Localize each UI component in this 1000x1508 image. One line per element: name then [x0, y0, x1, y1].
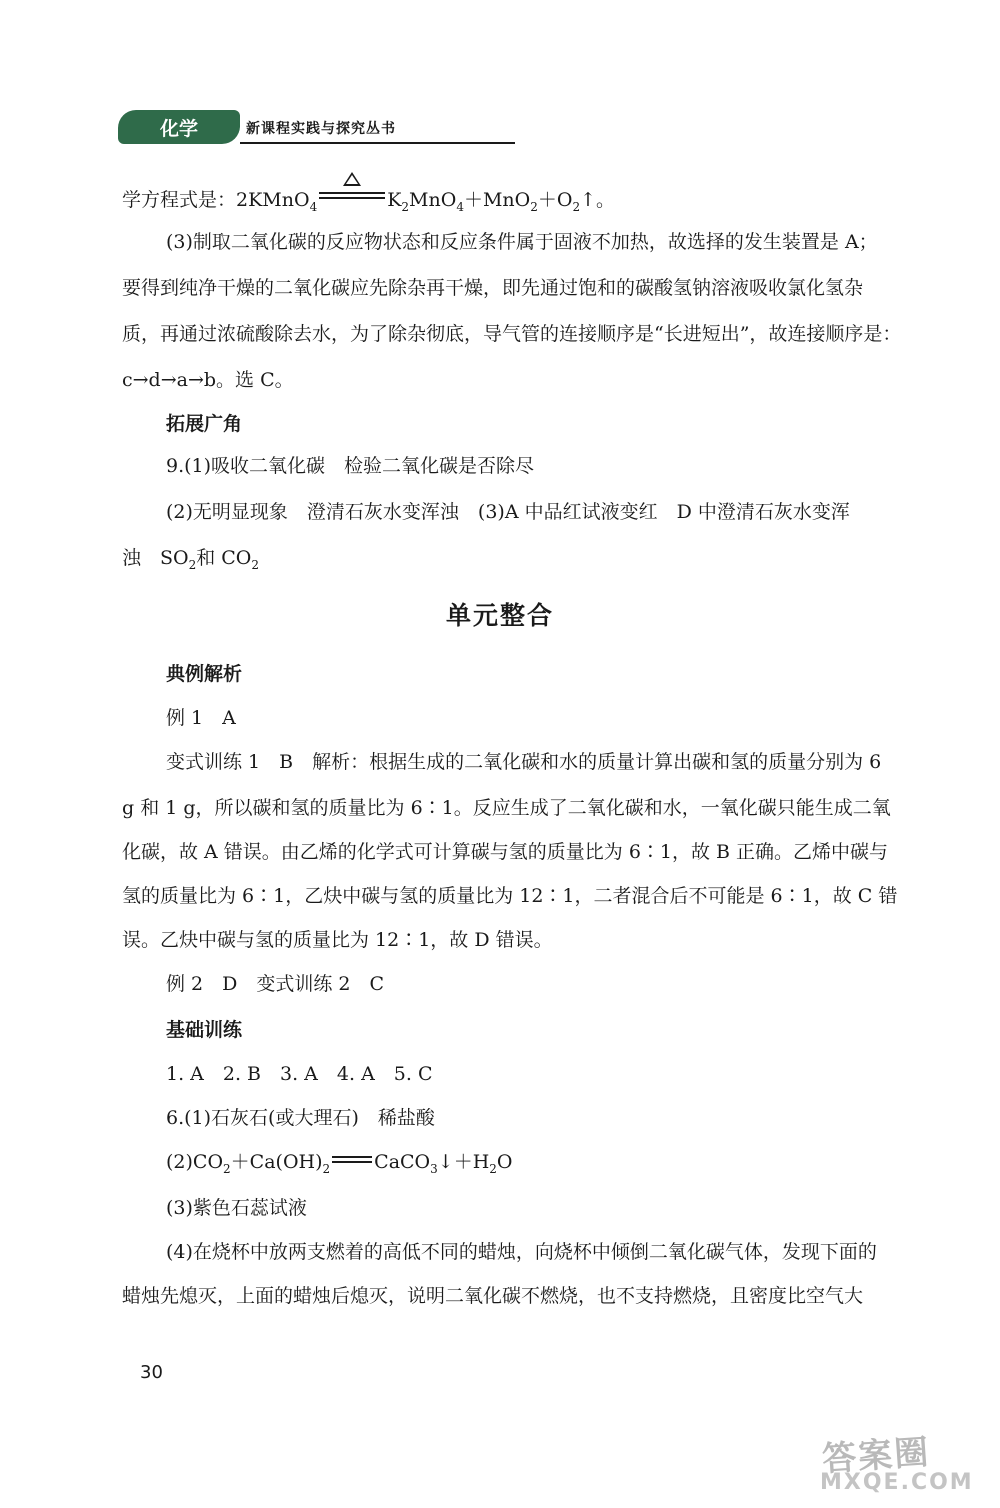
- heat-condition-icon: [317, 184, 387, 208]
- equation-line: 学方程式是：2KMnO$_4$ $K_2MnO_4+MnO_2+O_2↑$。: [122, 184, 615, 221]
- typical-heading: 典例解析: [166, 663, 243, 685]
- q9-line-2: (2)无明显现象 澄清石灰水变浑浊 (3)A 中品红试液变红 D 中澄清石灰水变浑: [166, 501, 850, 523]
- example-1: 例 1 A: [166, 707, 236, 729]
- header-rule: [240, 142, 515, 144]
- watermark-url: MXQE.COM: [820, 1470, 974, 1495]
- variant-1-line-4: 氢的质量比为 6∶1，乙炔中碳与氢的质量比为 12∶1，二者混合后不可能是 6∶1，故 C 错: [122, 885, 898, 907]
- basic-line-4: (3)紫色石蕊试液: [166, 1197, 307, 1219]
- basic-line-1: 1. A 2. B 3. A 4. A 5. C: [166, 1063, 433, 1085]
- variant-1-line-3: 化碳，故 A 错误。由乙烯的化学式可计算碳与氢的质量比为 6∶1，故 B 正确。乙烯中碳与: [122, 841, 889, 863]
- answer-3-line-1: (3)制取二氧化碳的反应物状态和反应条件属于固液不加热，故选择的发生装置是 A；: [166, 231, 878, 253]
- page-number: 30: [140, 1362, 163, 1383]
- section-title: 单元整合: [445, 601, 554, 630]
- equals-sign-icon: [330, 1150, 374, 1168]
- watermark-logo: 答案圈: [820, 1432, 932, 1480]
- subject-badge: 化学: [118, 110, 240, 144]
- page-header: [118, 110, 408, 144]
- series-title: 新课程实践与探究丛书: [246, 121, 396, 137]
- basic-heading: 基础训练: [166, 1019, 243, 1041]
- answer-3-line-3: 质，再通过浓硫酸除去水，为了除杂彻底，导气管的连接顺序是“长进短出”，故连接顺序是：: [122, 323, 902, 345]
- basic-line-5: (4)在烧杯中放两支燃着的高低不同的蜡烛，向烧杯中倾倒二氧化碳气体，发现下面的: [166, 1241, 877, 1263]
- answer-3-line-4: c→d→a→b。选 C。: [122, 369, 294, 391]
- variant-1-line-5: 误。乙炔中碳与氢的质量比为 12∶1，故 D 错误。: [122, 929, 553, 951]
- example-2: 例 2 D 变式训练 2 C: [166, 973, 385, 995]
- q9-line-1: 9.(1)吸收二氧化碳 检验二氧化碳是否除尽: [166, 455, 535, 477]
- basic-equation: $(2)CO_2+Ca(OH)_2$ $CaCO_3↓+H_2O$: [166, 1151, 513, 1176]
- variant-1-line-2: g 和 1 g，所以碳和氢的质量比为 6∶1。反应生成了二氧化碳和水，一氧化碳只能生成二氧: [122, 797, 891, 819]
- basic-line-2: 6.(1)石灰石(或大理石) 稀盐酸: [166, 1107, 435, 1129]
- q9-line-3: 浊 $SO_2$和 $CO_2$: [122, 547, 260, 572]
- basic-line-6: 蜡烛先熄灭，上面的蜡烛后熄灭，说明二氧化碳不燃烧，也不支持燃烧，且密度比空气大: [122, 1285, 864, 1307]
- answer-3-line-2: 要得到纯净干燥的二氧化碳应先除杂再干燥，即先通过饱和的碳酸氢钠溶液吸收氯化氢杂: [122, 277, 864, 299]
- variant-1-line-1: 变式训练 1 B 解析：根据生成的二氧化碳和水的质量计算出碳和氢的质量分别为 6: [166, 751, 882, 773]
- extension-heading: 拓展广角: [166, 413, 243, 435]
